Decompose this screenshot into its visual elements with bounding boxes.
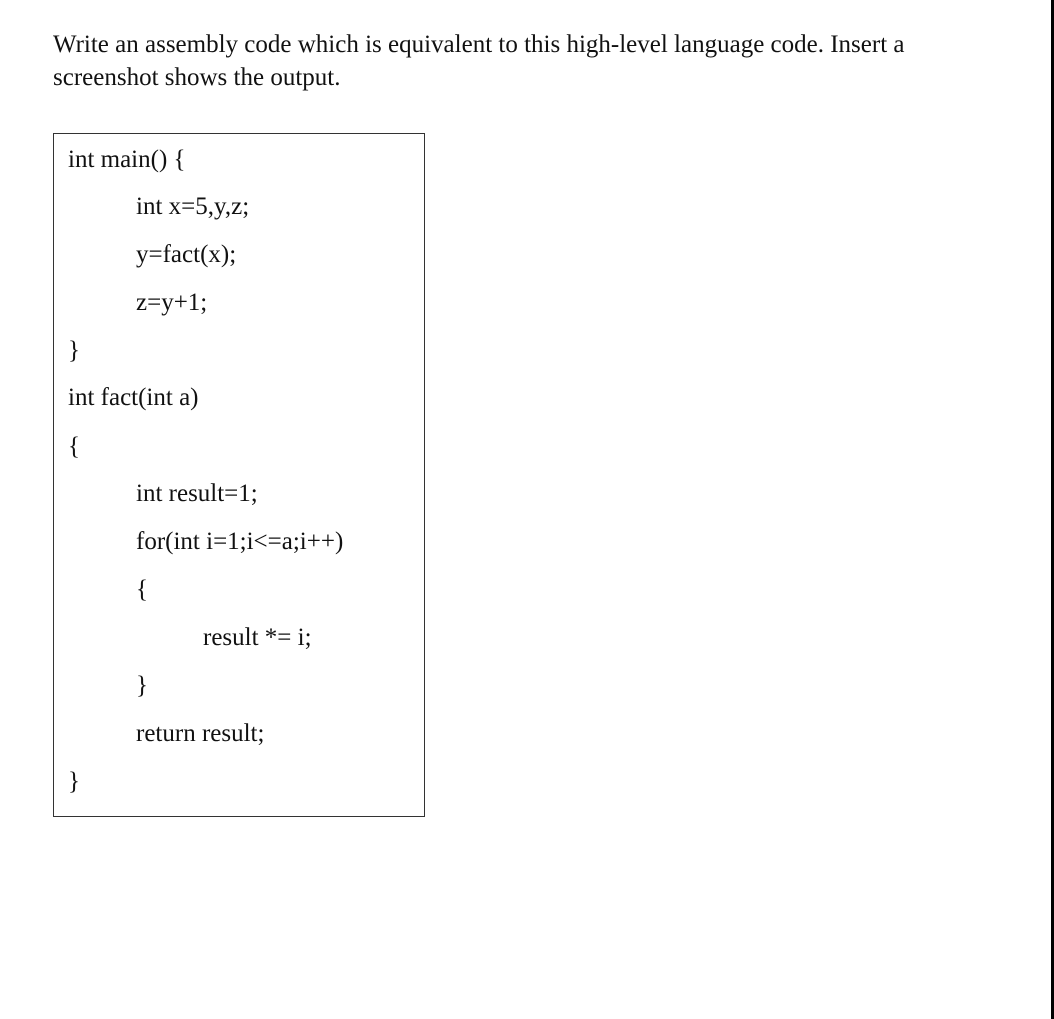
- code-block: [53, 133, 425, 817]
- code-line-for-loop: for(int i=1;i<=a;i++): [136, 528, 344, 555]
- code-line-fact-open: {: [68, 433, 80, 460]
- code-line-declare-vars: int x=5,y,z;: [136, 193, 250, 220]
- code-line-main-close: }: [68, 337, 80, 364]
- code-line-assign-z: z=y+1;: [136, 289, 208, 316]
- code-line-fact-signature: int fact(int a): [68, 384, 199, 411]
- question-line-2: screenshot shows the output.: [53, 64, 341, 91]
- code-line-return: return result;: [136, 720, 265, 747]
- code-line-call-fact: y=fact(x);: [136, 241, 237, 268]
- code-line-result-init: int result=1;: [136, 480, 258, 507]
- code-line-loop-close: }: [136, 672, 148, 699]
- question-text: [53, 28, 1013, 94]
- question-line-1: Write an assembly code which is equivalent to this high-level language code. Insert a: [53, 31, 905, 58]
- code-line-loop-open: {: [136, 576, 148, 603]
- code-line-main-signature: int main() {: [68, 146, 186, 173]
- code-line-loop-body: result *= i;: [203, 624, 312, 651]
- code-line-fact-close: }: [68, 768, 80, 795]
